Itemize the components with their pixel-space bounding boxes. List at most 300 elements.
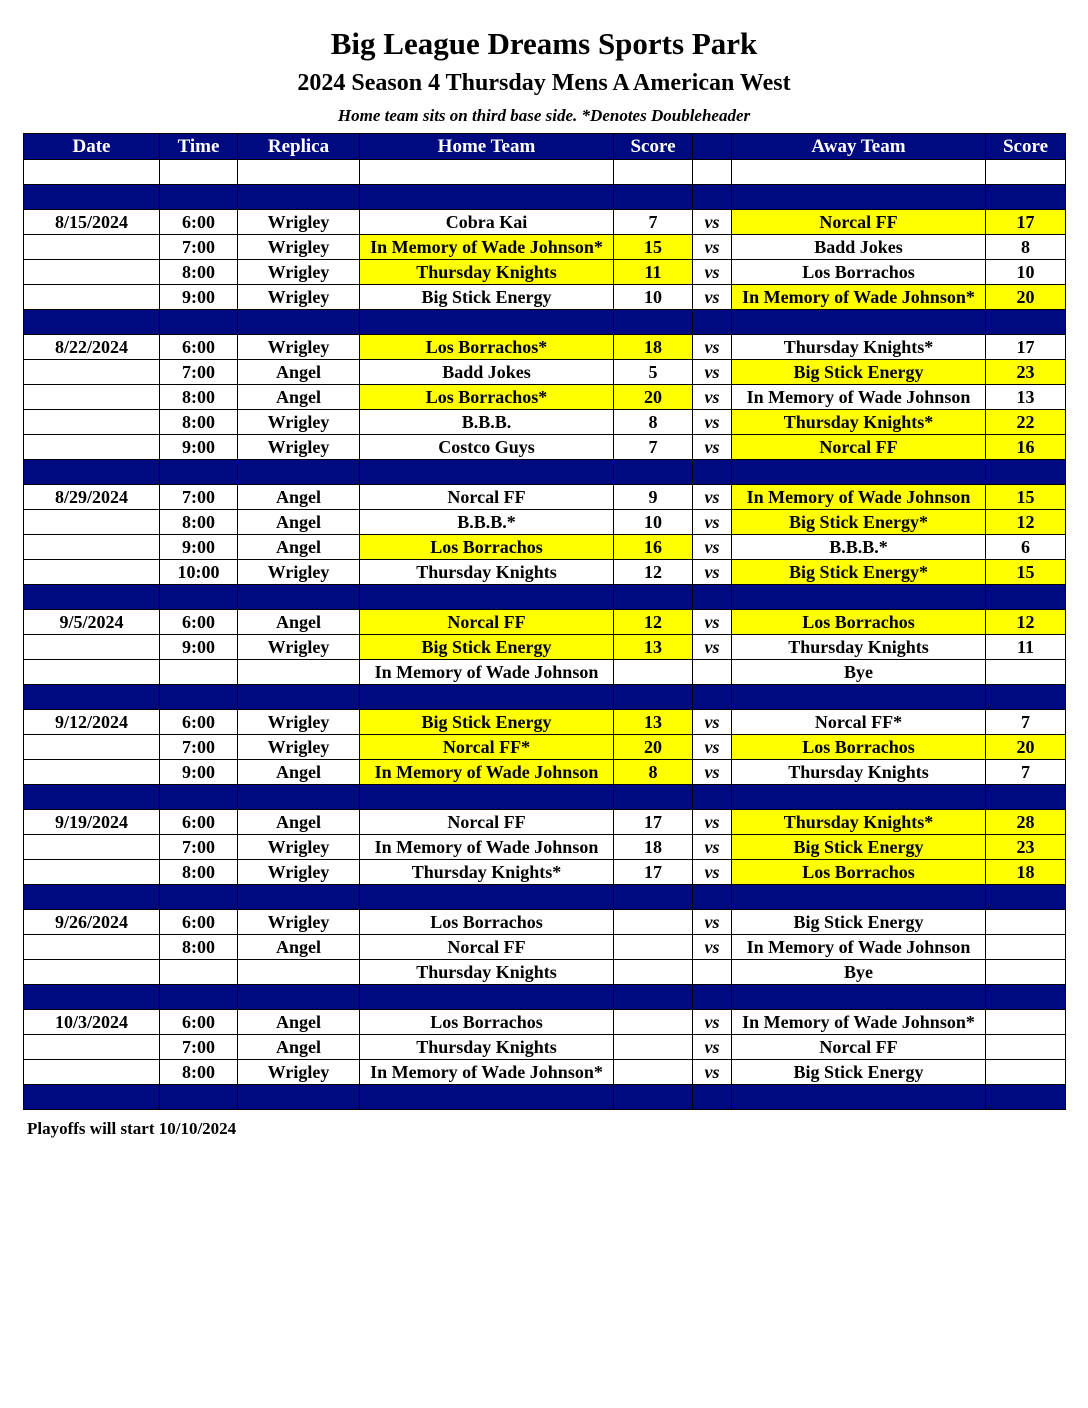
column-header-time: Time xyxy=(160,134,238,160)
home-score-cell: 20 xyxy=(614,735,693,760)
home-score-cell xyxy=(614,1060,693,1085)
table-row xyxy=(24,735,1066,760)
replica-cell: Wrigley xyxy=(238,1060,360,1085)
home-team-cell: B.B.B. xyxy=(360,410,614,435)
replica-cell: Wrigley xyxy=(238,560,360,585)
away-score-cell: 22 xyxy=(986,410,1066,435)
schedule-body xyxy=(24,160,1066,1110)
time-cell: 6:00 xyxy=(160,910,238,935)
empty-cell xyxy=(986,885,1066,910)
empty-cell xyxy=(238,585,360,610)
replica-cell: Wrigley xyxy=(238,910,360,935)
home-team-cell: Cobra Kai xyxy=(360,210,614,235)
date-cell: 8/15/2024 xyxy=(24,210,160,235)
empty-cell xyxy=(24,985,160,1010)
away-team-cell: B.B.B.* xyxy=(732,535,986,560)
home-score-cell: 17 xyxy=(614,810,693,835)
empty-cell xyxy=(693,785,732,810)
time-cell: 6:00 xyxy=(160,810,238,835)
separator-row xyxy=(24,585,1066,610)
home-score-cell xyxy=(614,935,693,960)
away-score-cell: 7 xyxy=(986,760,1066,785)
time-cell: 7:00 xyxy=(160,1035,238,1060)
vs-cell: vs xyxy=(693,385,732,410)
vs-cell: vs xyxy=(693,1010,732,1035)
table-row xyxy=(24,1035,1066,1060)
empty-cell xyxy=(160,685,238,710)
playoffs-note: Playoffs will start 10/10/2024 xyxy=(27,1119,237,1138)
empty-cell xyxy=(238,160,360,185)
replica-cell: Angel xyxy=(238,935,360,960)
home-team-cell: In Memory of Wade Johnson* xyxy=(360,1060,614,1085)
replica-cell: Wrigley xyxy=(238,835,360,860)
home-score-cell: 10 xyxy=(614,510,693,535)
home-team-cell: Thursday Knights xyxy=(360,260,614,285)
table-row xyxy=(24,610,1066,635)
vs-cell: vs xyxy=(693,360,732,385)
home-score-cell: 7 xyxy=(614,435,693,460)
vs-cell: vs xyxy=(693,710,732,735)
time-cell: 7:00 xyxy=(160,735,238,760)
vs-cell: vs xyxy=(693,510,732,535)
time-cell: 6:00 xyxy=(160,210,238,235)
time-cell: 8:00 xyxy=(160,1060,238,1085)
empty-cell xyxy=(732,460,986,485)
away-score-cell: 17 xyxy=(986,210,1066,235)
separator-row xyxy=(24,460,1066,485)
replica-cell: Wrigley xyxy=(238,410,360,435)
empty-cell xyxy=(732,885,986,910)
time-cell: 9:00 xyxy=(160,285,238,310)
column-header-date: Date xyxy=(24,134,160,160)
vs-cell: vs xyxy=(693,335,732,360)
home-score-cell xyxy=(614,1035,693,1060)
home-score-cell: 11 xyxy=(614,260,693,285)
empty-cell xyxy=(238,985,360,1010)
empty-cell xyxy=(360,885,614,910)
empty-cell xyxy=(360,585,614,610)
vs-cell: vs xyxy=(693,260,732,285)
empty-cell xyxy=(693,310,732,335)
separator-row xyxy=(24,185,1066,210)
empty-cell xyxy=(24,785,160,810)
away-score-cell: 7 xyxy=(986,710,1066,735)
replica-cell: Wrigley xyxy=(238,285,360,310)
table-row xyxy=(24,835,1066,860)
away-team-cell: Norcal FF* xyxy=(732,710,986,735)
separator-row xyxy=(24,885,1066,910)
home-team-cell: Norcal FF xyxy=(360,935,614,960)
empty-cell xyxy=(986,785,1066,810)
vs-cell: vs xyxy=(693,210,732,235)
away-team-cell: Thursday Knights xyxy=(732,635,986,660)
empty-cell xyxy=(360,185,614,210)
home-team-cell: In Memory of Wade Johnson xyxy=(360,835,614,860)
empty-cell xyxy=(986,985,1066,1010)
away-score-cell: 15 xyxy=(986,560,1066,585)
home-score-cell: 12 xyxy=(614,560,693,585)
replica-cell: Wrigley xyxy=(238,210,360,235)
empty-cell xyxy=(986,185,1066,210)
empty-cell xyxy=(614,785,693,810)
empty-cell xyxy=(732,585,986,610)
table-row xyxy=(24,385,1066,410)
empty-cell xyxy=(732,785,986,810)
column-header-away-score: Score xyxy=(986,134,1066,160)
vs-cell: vs xyxy=(693,610,732,635)
blank-row xyxy=(24,160,1066,185)
away-score-cell xyxy=(986,1035,1066,1060)
table-header-row xyxy=(24,134,1066,160)
schedule-table xyxy=(23,133,1066,1110)
time-cell: 8:00 xyxy=(160,260,238,285)
empty-cell xyxy=(160,585,238,610)
vs-cell: vs xyxy=(693,435,732,460)
away-score-cell: 17 xyxy=(986,335,1066,360)
home-team-cell: Costco Guys xyxy=(360,435,614,460)
date-cell xyxy=(24,735,160,760)
time-cell: 7:00 xyxy=(160,235,238,260)
empty-cell xyxy=(614,1085,693,1110)
table-row xyxy=(24,860,1066,885)
time-cell: 9:00 xyxy=(160,760,238,785)
time-cell: 6:00 xyxy=(160,335,238,360)
away-score-cell xyxy=(986,935,1066,960)
vs-cell: vs xyxy=(693,635,732,660)
table-row xyxy=(24,910,1066,935)
home-team-cell: Big Stick Energy xyxy=(360,635,614,660)
date-cell: 9/19/2024 xyxy=(24,810,160,835)
away-score-cell: 11 xyxy=(986,635,1066,660)
replica-cell: Angel xyxy=(238,485,360,510)
away-score-cell: 20 xyxy=(986,735,1066,760)
replica-cell: Wrigley xyxy=(238,860,360,885)
home-team-cell: Los Borrachos xyxy=(360,1010,614,1035)
separator-row xyxy=(24,785,1066,810)
away-team-cell: Thursday Knights* xyxy=(732,335,986,360)
date-cell xyxy=(24,385,160,410)
empty-cell xyxy=(732,310,986,335)
time-cell: 8:00 xyxy=(160,510,238,535)
home-score-cell: 20 xyxy=(614,385,693,410)
away-team-cell: Big Stick Energy xyxy=(732,835,986,860)
home-team-cell: Norcal FF* xyxy=(360,735,614,760)
empty-cell xyxy=(238,885,360,910)
time-cell: 8:00 xyxy=(160,935,238,960)
empty-cell xyxy=(160,160,238,185)
away-team-cell: Badd Jokes xyxy=(732,235,986,260)
empty-cell xyxy=(24,160,160,185)
away-team-cell: In Memory of Wade Johnson xyxy=(732,385,986,410)
home-score-cell xyxy=(614,660,693,685)
empty-cell xyxy=(160,885,238,910)
vs-cell: vs xyxy=(693,835,732,860)
away-score-cell: 8 xyxy=(986,235,1066,260)
home-team-cell: Los Borrachos* xyxy=(360,385,614,410)
empty-cell xyxy=(160,1085,238,1110)
empty-cell xyxy=(986,585,1066,610)
vs-cell: vs xyxy=(693,560,732,585)
time-cell: 8:00 xyxy=(160,860,238,885)
date-cell xyxy=(24,935,160,960)
home-team-cell: Los Borrachos xyxy=(360,910,614,935)
date-cell: 9/5/2024 xyxy=(24,610,160,635)
empty-cell xyxy=(360,160,614,185)
table-row xyxy=(24,960,1066,985)
date-cell xyxy=(24,285,160,310)
home-score-cell: 13 xyxy=(614,635,693,660)
away-team-cell: Big Stick Energy* xyxy=(732,510,986,535)
empty-cell xyxy=(24,310,160,335)
away-score-cell: 15 xyxy=(986,485,1066,510)
away-score-cell: 6 xyxy=(986,535,1066,560)
vs-cell: vs xyxy=(693,910,732,935)
home-team-cell: Thursday Knights xyxy=(360,1035,614,1060)
table-row xyxy=(24,335,1066,360)
home-team-cell: Norcal FF xyxy=(360,610,614,635)
time-cell: 10:00 xyxy=(160,560,238,585)
empty-cell xyxy=(360,785,614,810)
empty-cell xyxy=(732,185,986,210)
empty-cell xyxy=(238,185,360,210)
date-cell xyxy=(24,410,160,435)
empty-cell xyxy=(986,685,1066,710)
away-team-cell: In Memory of Wade Johnson xyxy=(732,935,986,960)
home-team-cell: Thursday Knights xyxy=(360,960,614,985)
home-team-cell: In Memory of Wade Johnson xyxy=(360,760,614,785)
home-score-cell: 8 xyxy=(614,760,693,785)
home-team-cell: Thursday Knights xyxy=(360,560,614,585)
vs-cell: vs xyxy=(693,1035,732,1060)
empty-cell xyxy=(732,685,986,710)
empty-cell xyxy=(986,1085,1066,1110)
replica-cell: Wrigley xyxy=(238,235,360,260)
table-row xyxy=(24,210,1066,235)
empty-cell xyxy=(360,985,614,1010)
empty-cell xyxy=(986,160,1066,185)
away-team-cell: In Memory of Wade Johnson* xyxy=(732,285,986,310)
home-team-cell: Badd Jokes xyxy=(360,360,614,385)
table-row xyxy=(24,1060,1066,1085)
home-team-cell: Norcal FF xyxy=(360,810,614,835)
replica-cell: Angel xyxy=(238,535,360,560)
empty-cell xyxy=(693,160,732,185)
empty-cell xyxy=(160,185,238,210)
empty-cell xyxy=(238,785,360,810)
time-cell: 9:00 xyxy=(160,635,238,660)
home-score-cell xyxy=(614,910,693,935)
date-cell: 8/29/2024 xyxy=(24,485,160,510)
away-team-cell: Bye xyxy=(732,660,986,685)
table-row xyxy=(24,235,1066,260)
date-cell xyxy=(24,510,160,535)
empty-cell xyxy=(732,985,986,1010)
table-row xyxy=(24,410,1066,435)
vs-cell: vs xyxy=(693,760,732,785)
table-row xyxy=(24,710,1066,735)
page-title: Big League Dreams Sports Park xyxy=(330,26,758,61)
column-header-home-score: Score xyxy=(614,134,693,160)
empty-cell xyxy=(24,1085,160,1110)
time-cell: 6:00 xyxy=(160,610,238,635)
replica-cell: Angel xyxy=(238,810,360,835)
empty-cell xyxy=(986,460,1066,485)
home-score-cell: 18 xyxy=(614,835,693,860)
replica-cell: Wrigley xyxy=(238,710,360,735)
replica-cell: Angel xyxy=(238,1010,360,1035)
column-header-vs xyxy=(693,134,732,160)
page-subtitle: 2024 Season 4 Thursday Mens A American West xyxy=(297,70,791,96)
table-row xyxy=(24,485,1066,510)
date-cell: 9/12/2024 xyxy=(24,710,160,735)
home-score-cell: 9 xyxy=(614,485,693,510)
empty-cell xyxy=(24,685,160,710)
vs-cell xyxy=(693,960,732,985)
empty-cell xyxy=(360,1085,614,1110)
away-score-cell: 12 xyxy=(986,510,1066,535)
away-team-cell: Los Borrachos xyxy=(732,260,986,285)
date-cell xyxy=(24,960,160,985)
date-cell: 9/26/2024 xyxy=(24,910,160,935)
away-score-cell xyxy=(986,1010,1066,1035)
date-cell: 10/3/2024 xyxy=(24,1010,160,1035)
home-score-cell: 10 xyxy=(614,285,693,310)
date-cell xyxy=(24,435,160,460)
date-cell xyxy=(24,760,160,785)
date-cell xyxy=(24,835,160,860)
empty-cell xyxy=(160,785,238,810)
time-cell xyxy=(160,660,238,685)
empty-cell xyxy=(360,685,614,710)
replica-cell xyxy=(238,960,360,985)
empty-cell xyxy=(732,1085,986,1110)
table-row xyxy=(24,935,1066,960)
vs-cell: vs xyxy=(693,485,732,510)
empty-cell xyxy=(238,460,360,485)
home-score-cell xyxy=(614,1010,693,1035)
home-team-cell: Big Stick Energy xyxy=(360,710,614,735)
home-score-cell xyxy=(614,960,693,985)
away-team-cell: Thursday Knights* xyxy=(732,810,986,835)
table-row xyxy=(24,285,1066,310)
replica-cell: Angel xyxy=(238,760,360,785)
away-team-cell: Los Borrachos xyxy=(732,735,986,760)
vs-cell: vs xyxy=(693,735,732,760)
away-score-cell xyxy=(986,1060,1066,1085)
empty-cell xyxy=(986,310,1066,335)
table-row xyxy=(24,435,1066,460)
empty-cell xyxy=(614,185,693,210)
time-cell: 7:00 xyxy=(160,360,238,385)
date-cell xyxy=(24,560,160,585)
schedule-note: Home team sits on third base side. *Denotes Doubleheader xyxy=(337,106,751,125)
separator-row xyxy=(24,310,1066,335)
table-row xyxy=(24,360,1066,385)
home-score-cell: 16 xyxy=(614,535,693,560)
separator-row xyxy=(24,985,1066,1010)
separator-row xyxy=(24,1085,1066,1110)
empty-cell xyxy=(693,460,732,485)
time-cell: 8:00 xyxy=(160,385,238,410)
empty-cell xyxy=(614,310,693,335)
empty-cell xyxy=(614,160,693,185)
empty-cell xyxy=(24,585,160,610)
away-team-cell: Norcal FF xyxy=(732,1035,986,1060)
empty-cell xyxy=(238,1085,360,1110)
column-header-replica: Replica xyxy=(238,134,360,160)
separator-row xyxy=(24,685,1066,710)
home-score-cell: 12 xyxy=(614,610,693,635)
empty-cell xyxy=(24,185,160,210)
replica-cell: Angel xyxy=(238,510,360,535)
empty-cell xyxy=(693,685,732,710)
replica-cell: Wrigley xyxy=(238,735,360,760)
replica-cell xyxy=(238,660,360,685)
date-cell: 8/22/2024 xyxy=(24,335,160,360)
date-cell xyxy=(24,860,160,885)
home-score-cell: 17 xyxy=(614,860,693,885)
table-row xyxy=(24,810,1066,835)
empty-cell xyxy=(360,460,614,485)
empty-cell xyxy=(160,460,238,485)
home-team-cell: Norcal FF xyxy=(360,485,614,510)
time-cell: 9:00 xyxy=(160,435,238,460)
away-team-cell: Norcal FF xyxy=(732,435,986,460)
time-cell: 6:00 xyxy=(160,710,238,735)
away-score-cell: 16 xyxy=(986,435,1066,460)
date-cell xyxy=(24,635,160,660)
vs-cell: vs xyxy=(693,1060,732,1085)
empty-cell xyxy=(732,160,986,185)
away-team-cell: Big Stick Energy xyxy=(732,360,986,385)
table-row xyxy=(24,510,1066,535)
away-team-cell: Bye xyxy=(732,960,986,985)
date-cell xyxy=(24,360,160,385)
replica-cell: Angel xyxy=(238,610,360,635)
home-team-cell: B.B.B.* xyxy=(360,510,614,535)
date-cell xyxy=(24,535,160,560)
away-team-cell: In Memory of Wade Johnson* xyxy=(732,1010,986,1035)
time-cell: 7:00 xyxy=(160,485,238,510)
empty-cell xyxy=(238,685,360,710)
table-row xyxy=(24,660,1066,685)
time-cell: 7:00 xyxy=(160,835,238,860)
replica-cell: Angel xyxy=(238,385,360,410)
away-team-cell: Los Borrachos xyxy=(732,610,986,635)
time-cell xyxy=(160,960,238,985)
table-row xyxy=(24,560,1066,585)
home-score-cell: 13 xyxy=(614,710,693,735)
away-score-cell: 23 xyxy=(986,360,1066,385)
empty-cell xyxy=(693,885,732,910)
away-score-cell: 23 xyxy=(986,835,1066,860)
column-header-home-team: Home Team xyxy=(360,134,614,160)
home-team-cell: Los Borrachos* xyxy=(360,335,614,360)
empty-cell xyxy=(160,985,238,1010)
away-team-cell: Thursday Knights* xyxy=(732,410,986,435)
home-team-cell: In Memory of Wade Johnson* xyxy=(360,235,614,260)
away-score-cell xyxy=(986,660,1066,685)
vs-cell: vs xyxy=(693,235,732,260)
empty-cell xyxy=(614,885,693,910)
table-row xyxy=(24,535,1066,560)
replica-cell: Wrigley xyxy=(238,435,360,460)
away-team-cell: Thursday Knights xyxy=(732,760,986,785)
date-cell xyxy=(24,235,160,260)
away-team-cell: Big Stick Energy* xyxy=(732,560,986,585)
time-cell: 6:00 xyxy=(160,1010,238,1035)
home-team-cell: Thursday Knights* xyxy=(360,860,614,885)
